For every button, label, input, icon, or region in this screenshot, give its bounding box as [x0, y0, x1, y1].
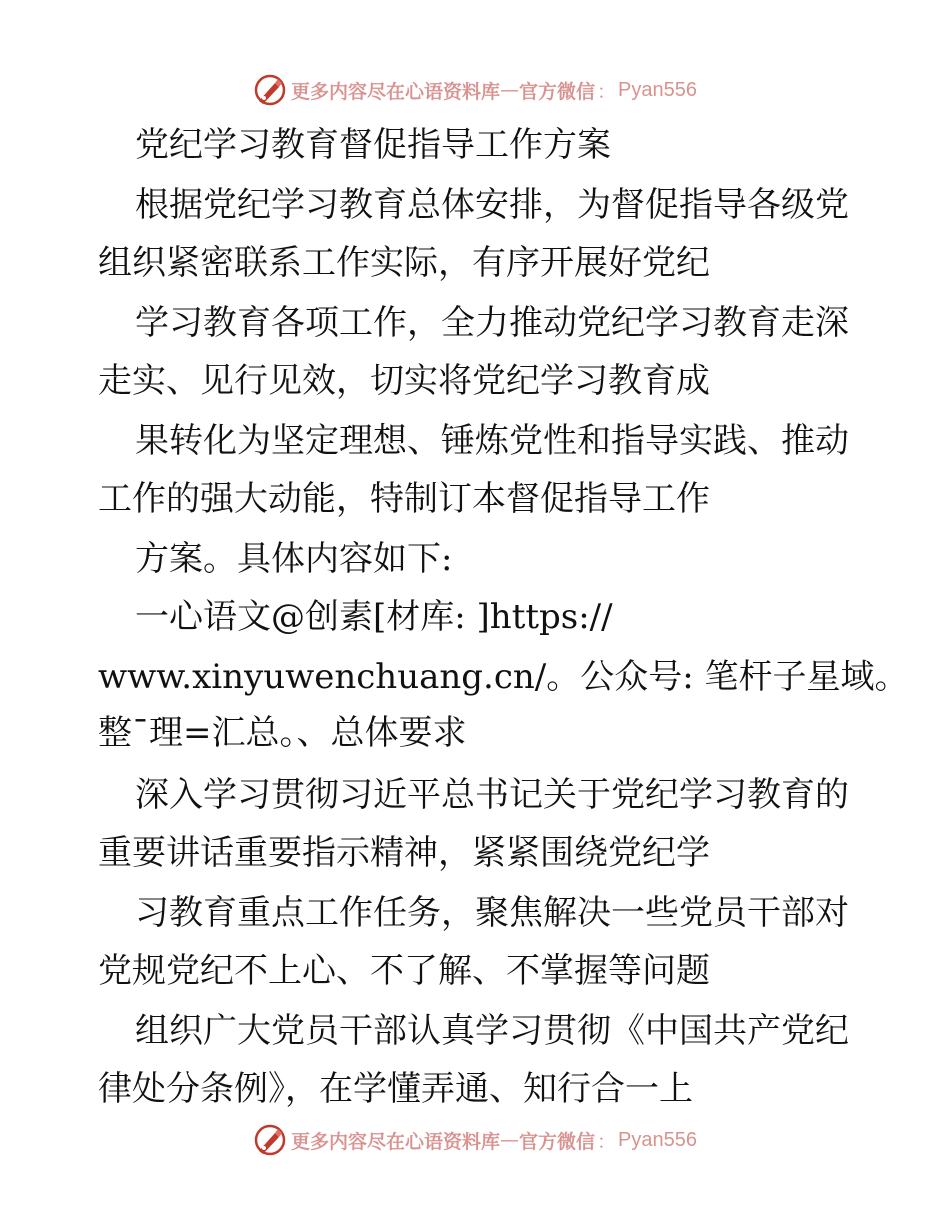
text-line: 习教育重点工作任务，聚焦解决一些党员干部对	[135, 893, 849, 933]
text-line: 组织紧密联系工作实际，有序开展好党纪	[98, 243, 710, 283]
banner-main-text: 更多内容尽在心语资料库	[290, 80, 500, 103]
pen-circle-logo-icon	[253, 1123, 287, 1157]
banner-wechat-id: Pyan556	[618, 78, 697, 101]
text-line: 方案。具体内容如下:	[135, 539, 453, 579]
banner-colon: ：	[597, 1130, 617, 1153]
text-line: 一心语文@创素[材库: ]https://	[135, 597, 613, 637]
text-line: 学习教育各项工作，全力推动党纪学习教育走深	[135, 303, 849, 343]
text-line: 果转化为坚定理想、锤炼党性和指导实践、推动	[135, 421, 849, 461]
banner-wechat-label: 官方微信	[519, 80, 596, 103]
text-line: 工作的强大动能，特制订本督促指导工作	[98, 479, 710, 519]
footer-watermark-banner	[0, 1120, 950, 1160]
banner-dash: —	[500, 1129, 519, 1151]
text-line: 深入学习贯彻习近平总书记关于党纪学习教育的	[135, 775, 849, 815]
banner-wechat-id: Pyan556	[618, 1128, 697, 1151]
text-line: 走实、见行见效，切实将党纪学习教育成	[98, 361, 710, 401]
text-line: 组织广大党员干部认真学习贯彻《中国共产党纪	[135, 1011, 849, 1051]
text-line: 重要讲话重要指示精神，紧紧围绕党纪学	[98, 833, 710, 873]
banner-main-text: 更多内容尽在心语资料库	[290, 1130, 500, 1153]
text-line: 整¯理=汇总。、总体要求	[98, 713, 467, 753]
banner-colon: ：	[597, 80, 617, 103]
text-line: 根据党纪学习教育总体安排，为督促指导各级党	[135, 185, 849, 225]
document-title: 党纪学习教育督促指导工作方案	[135, 125, 611, 165]
text-line: www.xinyuwenchuang.cn/。公众号: 笔杆子星域。	[98, 657, 909, 697]
text-line: 党规党纪不上心、不了解、不掌握等问题	[98, 951, 710, 991]
banner-dash: —	[500, 79, 519, 101]
pen-circle-logo-icon	[253, 73, 287, 107]
text-line: 律处分条例》，在学懂弄通、知行合一上	[98, 1069, 693, 1109]
banner-wechat-label: 官方微信	[519, 1130, 596, 1153]
header-watermark-banner	[0, 70, 950, 110]
